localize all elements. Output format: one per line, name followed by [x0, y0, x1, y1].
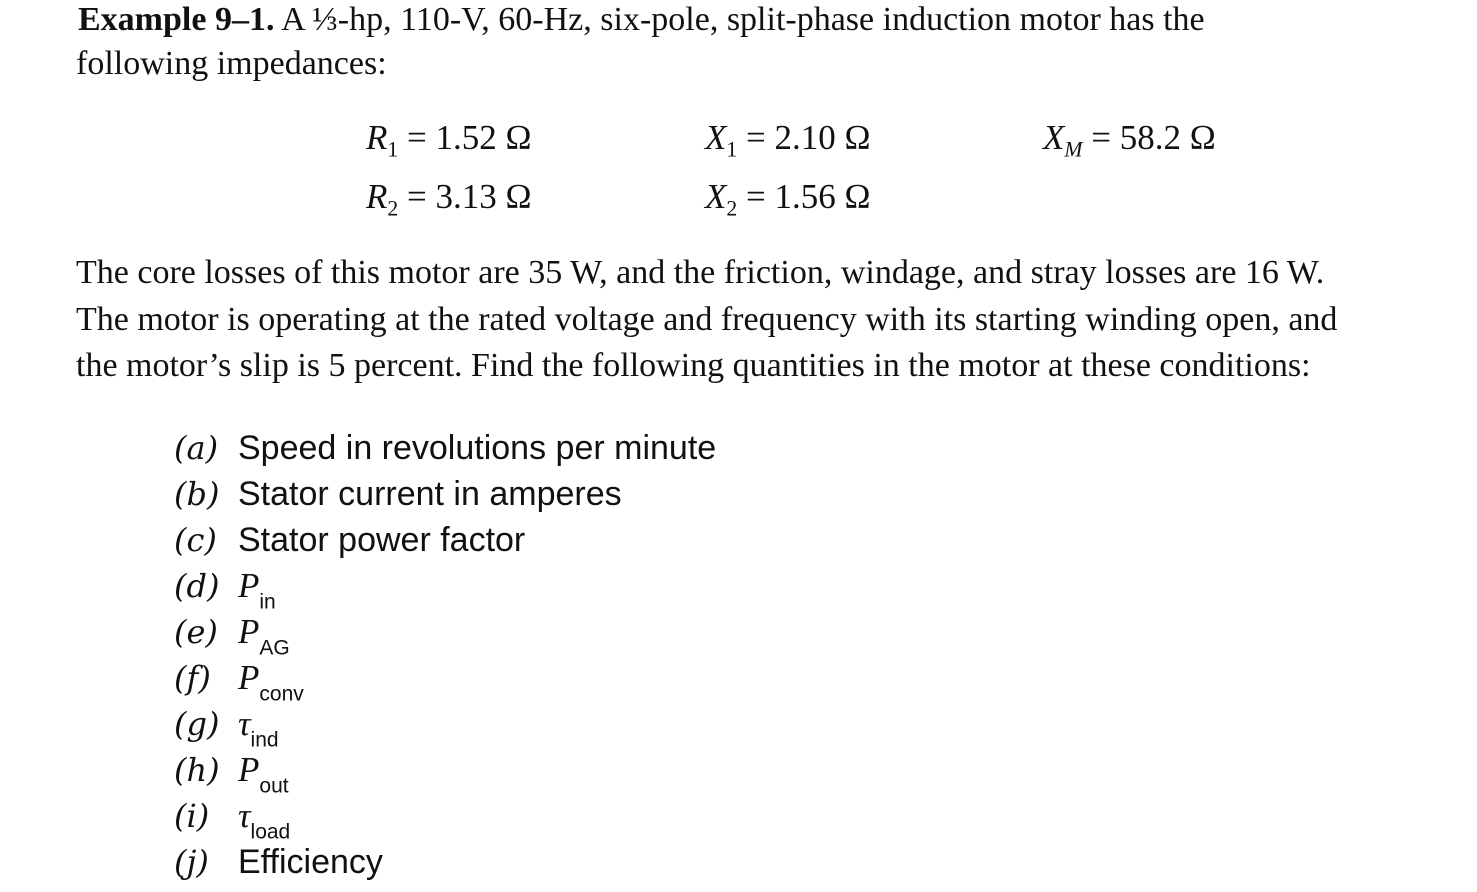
question-label: (a) — [174, 429, 219, 467]
question-subscript: in — [259, 590, 276, 614]
paragraph-line: The core losses of this motor are 35 W, and the friction, windage, and stray losses are 16 W. — [76, 254, 1325, 291]
paragraph-line: The motor is operating at the rated voltage and frequency with its starting winding open, and — [76, 300, 1338, 338]
question-text: Stator current in amperes — [238, 475, 622, 513]
impedance-subscript: 2 — [387, 196, 399, 221]
question-symbol: P — [238, 750, 260, 789]
impedance-symbol: X — [705, 118, 727, 157]
question-subscript: out — [259, 774, 289, 798]
impedance-symbol: X — [705, 177, 727, 216]
impedance-r1 — [366, 118, 532, 162]
question-label: (e) — [174, 613, 218, 651]
impedance-x2 — [705, 177, 871, 221]
question-text: Efficiency — [238, 843, 383, 881]
impedance-symbol: X — [1043, 118, 1065, 157]
question-h — [174, 750, 289, 798]
question-d — [174, 566, 276, 614]
impedance-subscript: 2 — [726, 196, 738, 221]
question-symbol: P — [238, 658, 260, 697]
impedance-x1 — [705, 118, 871, 162]
question-g — [174, 704, 279, 752]
impedance-value: = 3.13 Ω — [406, 177, 532, 216]
question-symbol: τ — [238, 704, 251, 743]
question-a — [174, 428, 716, 469]
question-subscript: load — [250, 820, 291, 844]
question-label: (g) — [174, 705, 220, 743]
example-heading-line — [78, 0, 1205, 40]
impedance-symbol: R — [366, 177, 388, 216]
question-subscript: AG — [259, 636, 290, 660]
question-b — [174, 474, 622, 515]
question-f — [174, 658, 304, 706]
impedance-xm — [1043, 118, 1216, 162]
example-label: Example 9–1. — [78, 1, 275, 38]
question-subscript: conv — [259, 682, 304, 706]
impedance-subscript: M — [1064, 137, 1083, 162]
question-label: (b) — [174, 475, 220, 513]
example-intro-text: A ⅓-hp, 110-V, 60-Hz, six-pole, split-phase induction motor has the — [281, 1, 1205, 38]
impedance-value: = 1.52 Ω — [406, 118, 532, 157]
impedance-r2 — [366, 177, 532, 221]
question-label: (j) — [174, 843, 209, 881]
question-symbol: P — [238, 566, 260, 605]
impedance-value: = 1.56 Ω — [745, 177, 871, 216]
question-subscript: ind — [250, 728, 279, 752]
problem-paragraph — [76, 250, 1446, 390]
question-symbol: τ — [238, 796, 251, 835]
question-label: (d) — [174, 567, 220, 605]
impedance-subscript: 1 — [387, 137, 399, 162]
question-c — [174, 520, 525, 561]
question-label: (i) — [174, 797, 210, 835]
paragraph-line: the motor’s slip is 5 percent. Find the following quantities in the motor at these conditions: — [76, 347, 1311, 384]
impedance-value: = 58.2 Ω — [1091, 118, 1216, 157]
impedance-symbol: R — [366, 118, 388, 157]
impedance-subscript: 1 — [726, 137, 738, 162]
impedance-value: = 2.10 Ω — [745, 118, 871, 157]
question-e — [174, 612, 290, 660]
question-label: (f) — [174, 659, 211, 697]
question-i — [174, 796, 291, 844]
question-label: (c) — [174, 521, 217, 559]
question-symbol: P — [238, 612, 260, 651]
question-text: Speed in revolutions per minute — [238, 429, 717, 467]
question-text: Stator power factor — [238, 521, 526, 559]
example-intro-line2: following impedances: — [76, 45, 387, 82]
question-label: (h) — [174, 751, 220, 789]
question-j — [174, 842, 383, 883]
